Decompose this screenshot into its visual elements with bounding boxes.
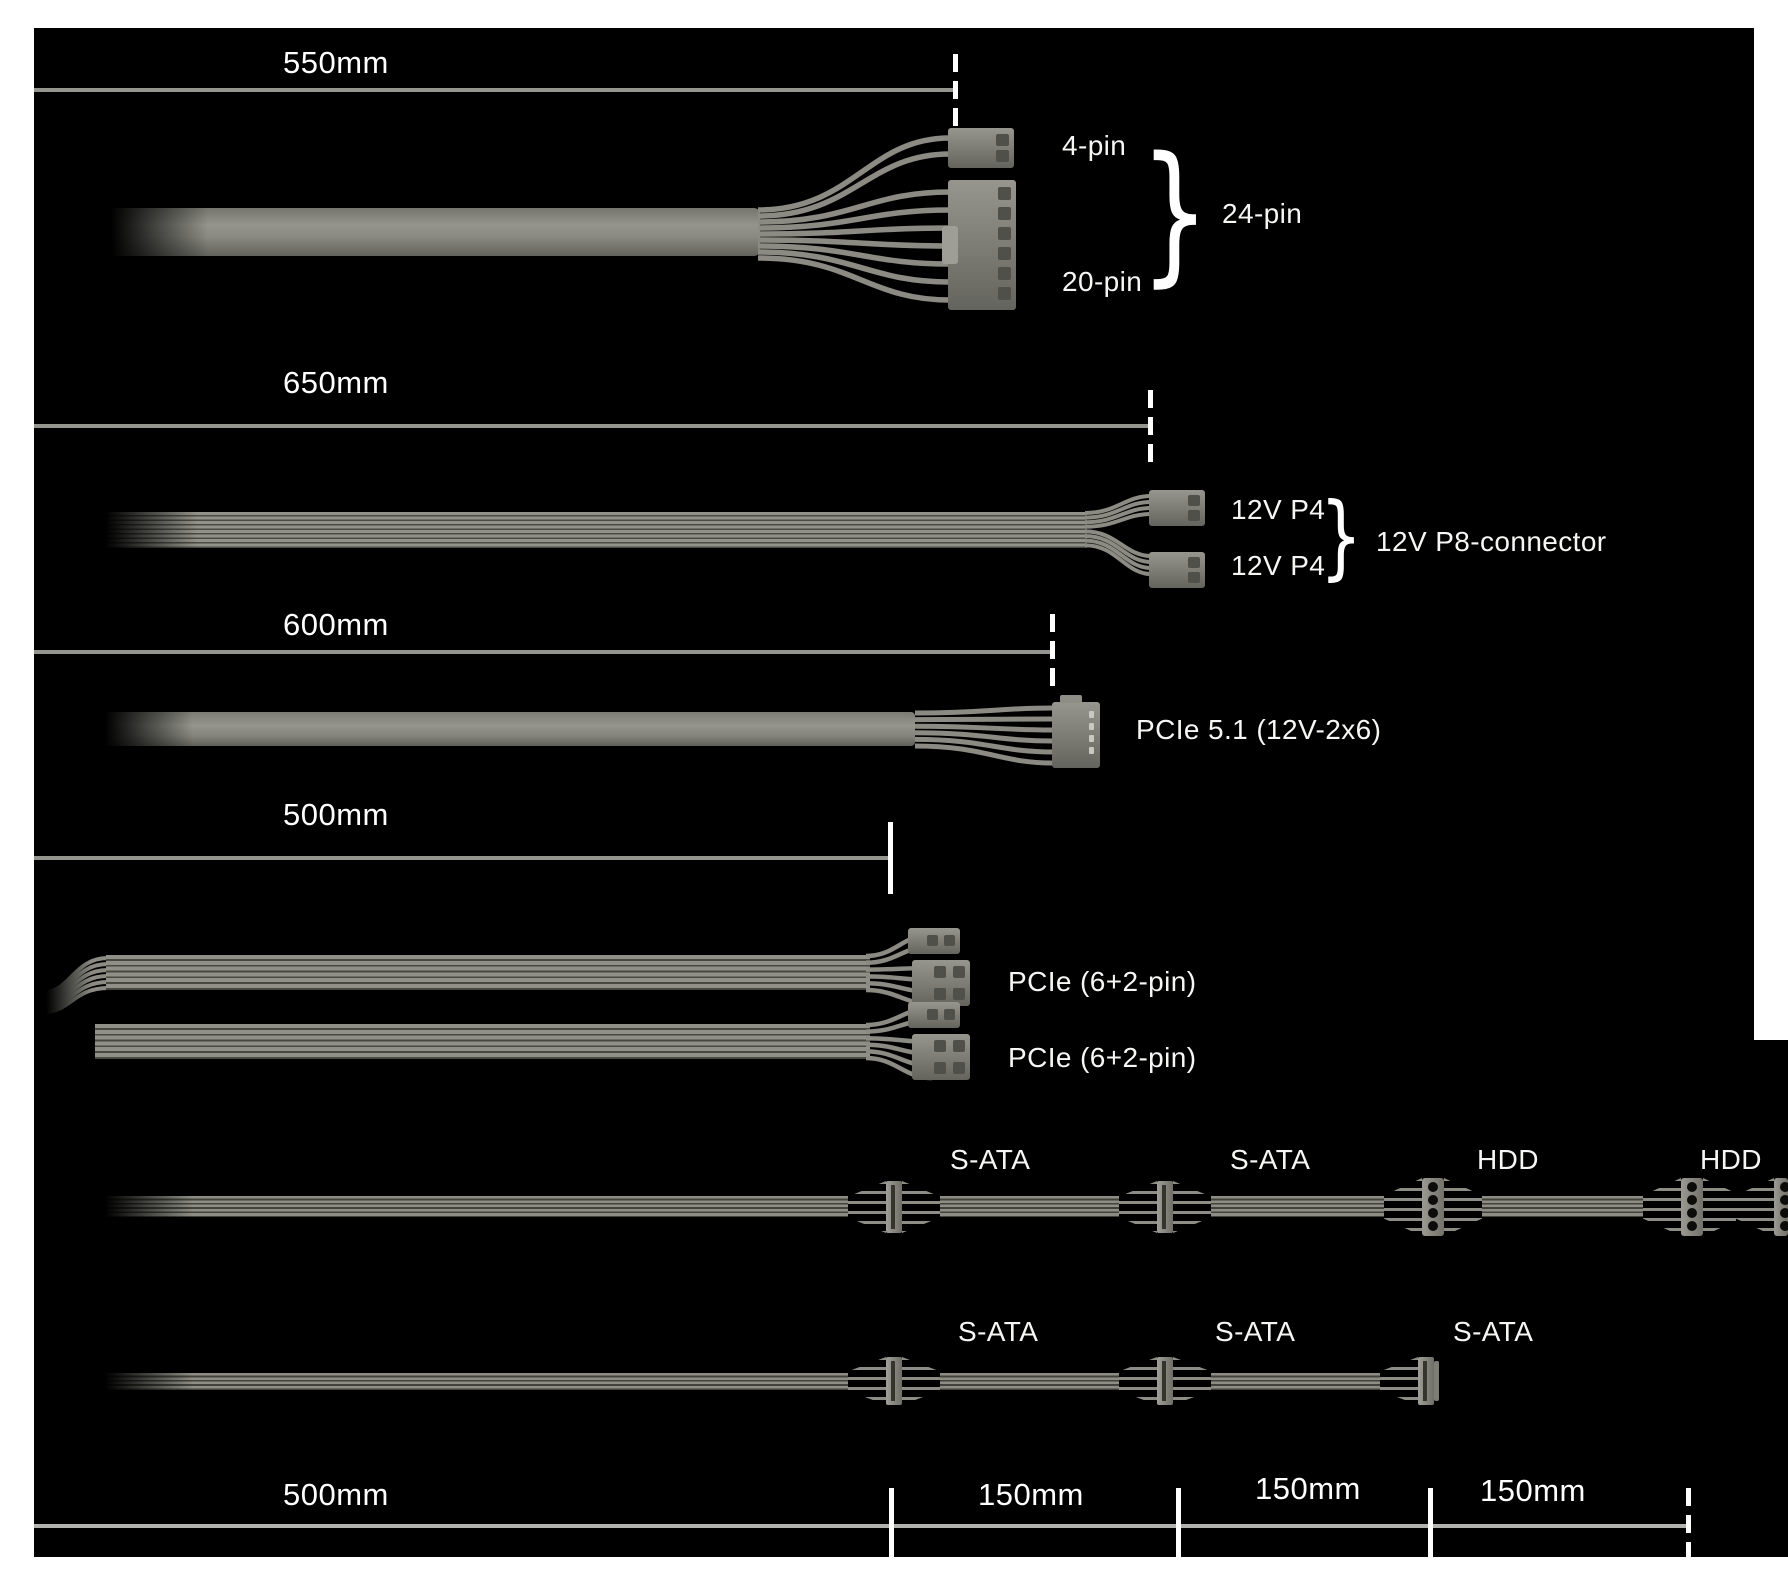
connector-4pin	[948, 128, 1014, 168]
dim-label-650: 650mm	[283, 365, 389, 400]
connector-pcie1-2pin	[908, 928, 960, 954]
label-p8-connector: 12V P8-connector	[1376, 526, 1607, 557]
label-sata-2: S-ATA	[1215, 1316, 1296, 1347]
right-margin	[1754, 28, 1788, 1040]
label-4pin: 4-pin	[1062, 130, 1127, 161]
pcie-cable1-fade	[40, 950, 92, 1018]
label-pcie1: PCIe (6+2-pin)	[1008, 966, 1197, 997]
connector-pcie2-6pin	[912, 1034, 970, 1080]
connector-p4-top	[1149, 490, 1205, 526]
label-sata-hdd-1: S-ATA	[950, 1144, 1031, 1175]
label-pcie5: PCIe 5.1 (12V-2x6)	[1136, 714, 1382, 745]
label-p4-bottom: 12V P4	[1231, 550, 1326, 581]
sata-hdd-joint-1	[848, 1181, 940, 1233]
connector-12v2x6	[1052, 702, 1100, 768]
pcie5-cable-fade	[93, 710, 193, 748]
dim-line-500	[34, 856, 890, 860]
label-24pin: 24-pin	[1222, 198, 1303, 229]
bottom-dim-150-3: 150mm	[1480, 1473, 1586, 1508]
dim-label-550: 550mm	[283, 45, 389, 80]
cpu-cable-ribbon	[95, 512, 1087, 548]
dim-tick-650	[1148, 390, 1153, 462]
bottom-dim-line	[34, 1524, 1688, 1528]
hdd-joint-1	[1384, 1178, 1482, 1236]
cpu-cable-fade	[93, 510, 198, 550]
bottom-tick-4	[1686, 1488, 1691, 1557]
bottom-tick-3	[1428, 1488, 1433, 1557]
sata-joint-2	[1119, 1357, 1211, 1405]
sata-hdd-joint-2	[1119, 1181, 1211, 1233]
dim-line-550	[34, 88, 955, 92]
label-hdd-2: HDD	[1700, 1144, 1762, 1175]
label-sata-3: S-ATA	[1453, 1316, 1534, 1347]
pcie-cable2	[95, 1024, 870, 1059]
label-p4-top: 12V P4	[1231, 494, 1326, 525]
dim-line-600	[34, 650, 1052, 654]
dim-tick-500	[888, 822, 893, 894]
hdd-joint-3-partial	[1736, 1178, 1788, 1236]
bottom-dim-500: 500mm	[283, 1477, 389, 1512]
sata-joint-1	[848, 1357, 940, 1405]
label-sata-1: S-ATA	[958, 1316, 1039, 1347]
hdd-joint-2	[1643, 1178, 1741, 1236]
brace-p8: }	[1320, 483, 1363, 590]
dim-line-650	[34, 424, 1150, 428]
bottom-dim-150-2: 150mm	[1255, 1471, 1361, 1506]
connector-20pin	[948, 180, 1016, 310]
sata-joint-3-end	[1380, 1357, 1440, 1405]
bottom-tick-2	[1176, 1488, 1181, 1557]
pcie5-cable-fan	[915, 700, 1052, 772]
label-sata-hdd-2: S-ATA	[1230, 1144, 1311, 1175]
label-pcie2: PCIe (6+2-pin)	[1008, 1042, 1197, 1073]
sata-hdd-cable	[95, 1196, 1788, 1217]
sata-cable	[95, 1373, 1420, 1390]
label-hdd-1: HDD	[1477, 1144, 1539, 1175]
dim-tick-550	[953, 54, 958, 126]
atx-cable-fan	[758, 130, 954, 314]
dim-label-500: 500mm	[283, 797, 389, 832]
bottom-dim-150-1: 150mm	[978, 1477, 1084, 1512]
dim-label-600: 600mm	[283, 607, 389, 642]
dim-tick-600	[1050, 614, 1055, 686]
pcie5-cable	[95, 712, 915, 746]
sata-cable-fade	[93, 1371, 193, 1392]
bottom-tick-1	[889, 1488, 894, 1557]
connector-pcie2-2pin	[908, 1002, 960, 1028]
label-20pin: 20-pin	[1062, 266, 1143, 297]
brace-24pin: }	[1140, 124, 1210, 301]
pcie-cable1	[106, 955, 870, 990]
atx-cable-fade	[98, 206, 208, 258]
cpu-cable-split	[1085, 486, 1151, 590]
connector-p4-bottom	[1149, 552, 1205, 588]
sata-hdd-cable-fade	[93, 1194, 193, 1219]
